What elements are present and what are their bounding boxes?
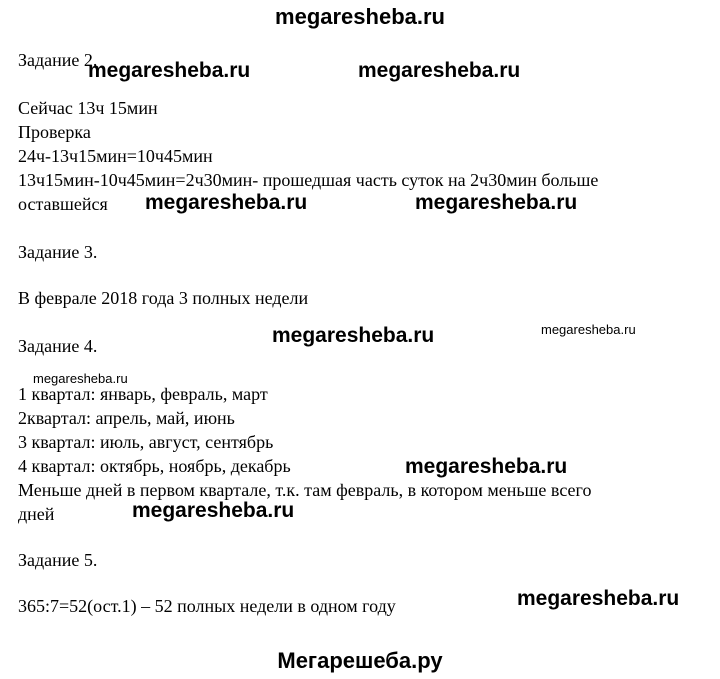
task3-title: Задание 3. (18, 242, 98, 262)
watermark: megaresheba.ru (541, 322, 636, 337)
watermark: megaresheba.ru (405, 455, 568, 478)
task2-title: Задание 2. (18, 50, 98, 70)
task4-line1: 1 квартал: январь, февраль, март (18, 384, 268, 404)
task2-line5: оставшейся (18, 194, 108, 214)
task2-line2: Проверка (18, 122, 91, 142)
task4-line2: 2квартал: апрель, май, июнь (18, 408, 235, 428)
task4-line5: Меньше дней в первом квартале, т.к. там февраль, в котором меньше всего (18, 480, 592, 500)
watermark: megaresheba.ru (358, 59, 521, 82)
task5-title: Задание 5. (18, 550, 98, 570)
watermark: megaresheba.ru (132, 499, 295, 522)
watermark: megaresheba.ru (272, 324, 435, 347)
watermark: megaresheba.ru (517, 587, 680, 610)
task2-line3: 24ч-13ч15мин=10ч45мин (18, 146, 213, 166)
task2-line1: Сейчас 13ч 15мин (18, 98, 158, 118)
task2-line4: 13ч15мин-10ч45мин=2ч30мин- прошедшая часть суток на 2ч30мин больше (18, 170, 599, 190)
task4-title: Задание 4. (18, 336, 98, 356)
task3-line1: В феврале 2018 года 3 полных недели (18, 288, 309, 308)
task4-line4: 4 квартал: октябрь, ноябрь, декабрь (18, 456, 291, 476)
task4-line3: 3 квартал: июль, август, сентябрь (18, 432, 274, 452)
watermark: megaresheba.ru (33, 371, 128, 386)
watermark: megaresheba.ru (88, 59, 251, 82)
watermark: megaresheba.ru (145, 191, 308, 214)
site-footer: Мегарешеба.ру (277, 648, 443, 673)
site-header: megaresheba.ru (275, 4, 445, 29)
task4-line6: дней (18, 504, 55, 524)
watermark: megaresheba.ru (415, 191, 578, 214)
task5-line1: 365:7=52(ост.1) – 52 полных недели в одном году (18, 596, 396, 616)
